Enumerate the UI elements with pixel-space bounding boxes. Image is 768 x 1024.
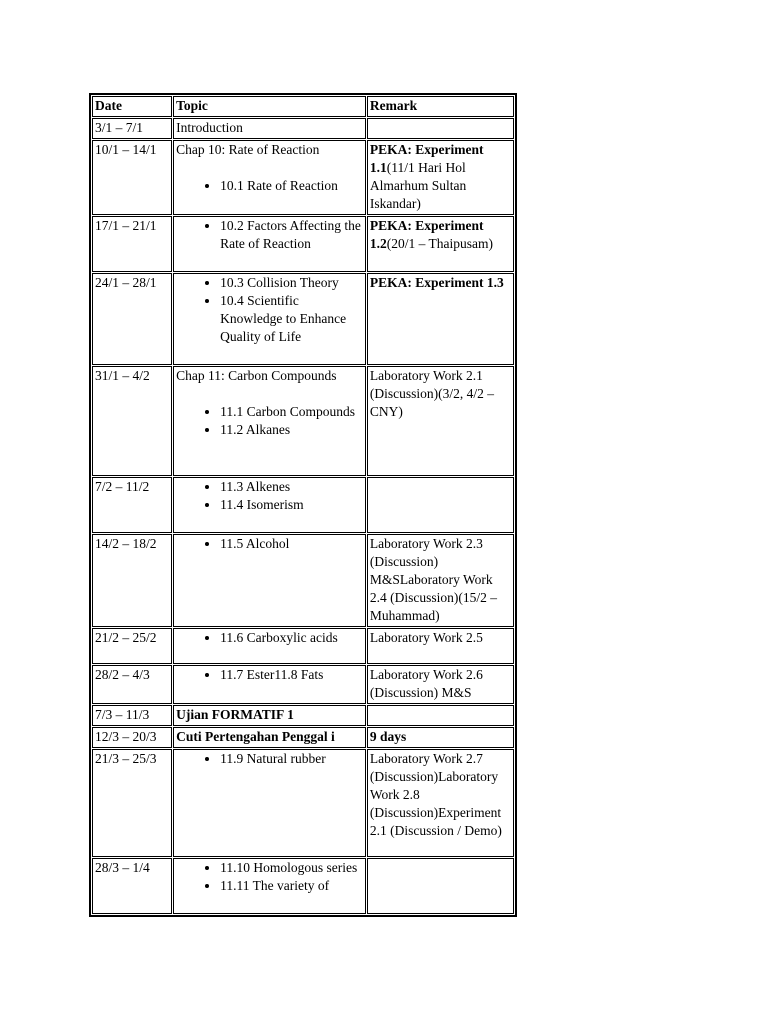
remark-cell <box>367 477 514 533</box>
topic-list <box>176 478 363 514</box>
topic-bold: Cuti Pertengahan Penggal i <box>176 729 335 744</box>
table-row <box>92 858 514 914</box>
table-row <box>92 140 514 215</box>
schedule-table <box>89 93 517 917</box>
date-cell: 7/2 – 11/2 <box>92 477 172 533</box>
remark-text: Laboratory Work 2.3 (Discussion) M&SLaboratory Work 2.4 (Discussion)(15/2 – Muhammad) <box>369 536 498 623</box>
topic-list <box>176 750 363 768</box>
topic-cell <box>173 858 366 914</box>
table-row <box>92 628 514 664</box>
topic-item: • 10.4 Scientific Knowledge to Enhance Quality of Life <box>220 292 363 346</box>
remark-text: (20/1 – Thaipusam) <box>386 236 493 251</box>
topic-cell <box>173 273 366 365</box>
header-topic: Topic <box>173 96 366 117</box>
table-row <box>92 477 514 533</box>
remark-text: Laboratory Work 2.7 (Discussion)Laboratory Work 2.8 (Discussion)Experiment 2.1 (Discussion / Demo) <box>369 751 502 838</box>
date-cell: 28/2 – 4/3 <box>92 665 172 704</box>
table-row <box>92 216 514 272</box>
topic-cell <box>173 118 366 139</box>
date-cell: 31/1 – 4/2 <box>92 366 172 476</box>
topic-cell <box>173 140 366 215</box>
topic-item: • 11.11 The variety of <box>220 877 363 895</box>
remark-cell <box>367 216 514 272</box>
topic-item: • 11.9 Natural rubber <box>220 750 363 768</box>
topic-intro: Introduction <box>176 120 243 135</box>
topic-item: • 11.3 Alkenes <box>220 478 363 496</box>
remark-cell <box>367 705 514 726</box>
remark-text: Laboratory Work 2.6 (Discussion) M&S <box>369 667 483 700</box>
topic-intro: Chap 10: Rate of Reaction <box>176 142 320 157</box>
topic-cell <box>173 628 366 664</box>
table-row <box>92 534 514 627</box>
topic-list <box>176 629 363 647</box>
remark-bold: PEKA: Experiment 1.1 <box>369 142 484 175</box>
remark-bold: PEKA: Experiment 1.3 <box>369 275 504 290</box>
remark-cell <box>367 665 514 704</box>
date-cell: 10/1 – 14/1 <box>92 140 172 215</box>
topic-item: • 10.1 Rate of Reaction <box>220 177 363 195</box>
remark-cell <box>367 858 514 914</box>
topic-item: • 11.2 Alkanes <box>220 421 363 439</box>
topic-list <box>176 217 363 253</box>
topic-item: • 11.6 Carboxylic acids <box>220 629 363 647</box>
table-row <box>92 749 514 857</box>
date-cell: 12/3 – 20/3 <box>92 727 172 748</box>
remark-cell <box>367 749 514 857</box>
remark-cell <box>367 273 514 365</box>
table-row <box>92 705 514 726</box>
remark-cell <box>367 118 514 139</box>
remark-bold: PEKA: Experiment 1.2 <box>369 218 484 251</box>
date-cell: 14/2 – 18/2 <box>92 534 172 627</box>
topic-list <box>176 177 363 195</box>
topic-item: • 11.5 Alcohol <box>220 535 363 553</box>
table-row <box>92 665 514 704</box>
topic-cell <box>173 749 366 857</box>
topic-list <box>176 859 363 895</box>
topic-cell <box>173 727 366 748</box>
remark-cell <box>367 140 514 215</box>
remark-text: (11/1 Hari Hol Almarhum Sultan Iskandar) <box>369 160 467 211</box>
topic-cell <box>173 665 366 704</box>
header-date: Date <box>92 96 172 117</box>
remark-cell <box>367 366 514 476</box>
table-row <box>92 273 514 365</box>
remark-cell <box>367 727 514 748</box>
topic-cell <box>173 705 366 726</box>
topic-item: • 11.1 Carbon Compounds <box>220 403 363 421</box>
topic-bold: Ujian FORMATIF 1 <box>176 707 294 722</box>
table-row <box>92 118 514 139</box>
table-row <box>92 366 514 476</box>
remark-cell <box>367 534 514 627</box>
topic-list <box>176 535 363 553</box>
topic-item: • 11.10 Homologous series <box>220 859 363 877</box>
topic-list <box>176 666 363 684</box>
topic-cell <box>173 534 366 627</box>
remark-text: Laboratory Work 2.1 (Discussion)(3/2, 4/2 – CNY) <box>369 368 495 419</box>
remark-cell <box>367 628 514 664</box>
remark-text: Laboratory Work 2.5 <box>369 630 483 645</box>
topic-list <box>176 274 363 346</box>
date-cell: 24/1 – 28/1 <box>92 273 172 365</box>
topic-cell <box>173 366 366 476</box>
date-cell: 21/2 – 25/2 <box>92 628 172 664</box>
topic-item: • 10.3 Collision Theory <box>220 274 363 292</box>
topic-list <box>176 403 363 439</box>
topic-item: • 11.4 Isomerism <box>220 496 363 514</box>
date-cell: 17/1 – 21/1 <box>92 216 172 272</box>
remark-bold: 9 days <box>369 729 407 744</box>
header-row <box>92 96 514 117</box>
topic-cell <box>173 216 366 272</box>
date-cell: 28/3 – 1/4 <box>92 858 172 914</box>
topic-cell <box>173 477 366 533</box>
date-cell: 7/3 – 11/3 <box>92 705 172 726</box>
topic-item: • 10.2 Factors Affecting the Rate of Reaction <box>220 217 363 253</box>
table-row <box>92 727 514 748</box>
topic-intro: Chap 11: Carbon Compounds <box>176 368 337 383</box>
date-cell: 3/1 – 7/1 <box>92 118 172 139</box>
topic-item: • 11.7 Ester11.8 Fats <box>220 666 363 684</box>
header-remark: Remark <box>367 96 514 117</box>
date-cell: 21/3 – 25/3 <box>92 749 172 857</box>
